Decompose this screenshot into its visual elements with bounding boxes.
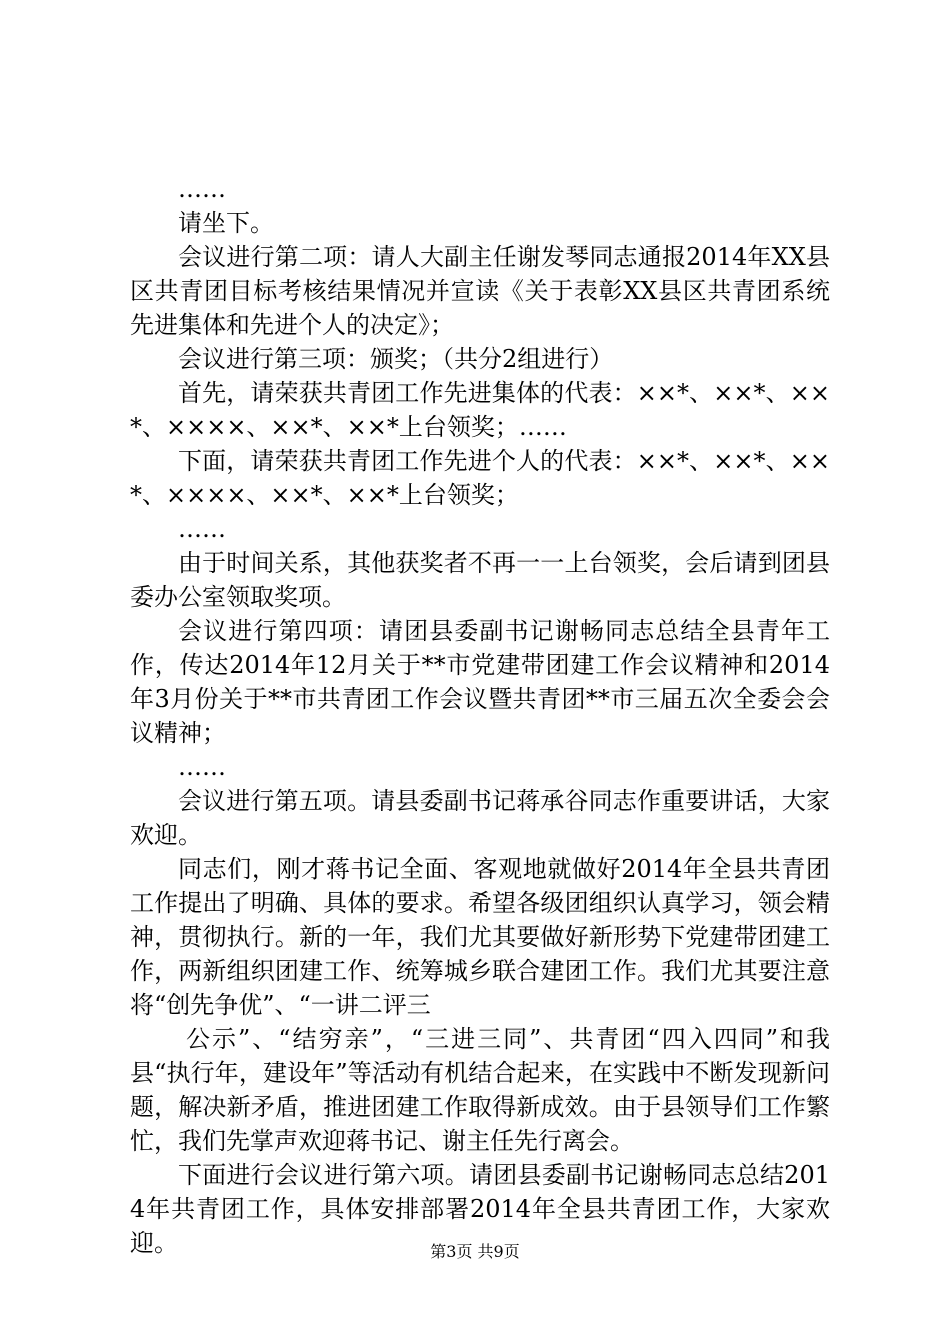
paragraph-item-four: 会议进行第四项：请团县委副书记谢畅同志总结全县青年工作，传达2014年12月关于**市党建带团建工作会议精神和2014年3月份关于**市共青团工作会议暨共青团**市三届五次全委会会议精神； (130, 617, 830, 747)
paragraph-item-six: 下面进行会议进行第六项。请团县委副书记谢畅同志总结2014年共青团工作，具体安排部署2014年全县共青团工作，大家欢迎。 (130, 1161, 830, 1257)
paragraph-ellipsis: …… (178, 753, 226, 781)
paragraph-comrades: 同志们，刚才蒋书记全面、客观地就做好2014年全县共青团工作提出了明确、具体的要求。希望各级团组织认真学习，领会精神，贯彻执行。新的一年，我们尤其要做好新形势下党建带团建工作，两新组织团建工作、统筹城乡联合建团工作。我们尤其要注意将“创先争优”、“一讲二评三 (130, 855, 830, 1019)
page-number-footer: 第3页 共9页 (430, 1242, 520, 1261)
paragraph-item-three: 会议进行第三项：颁奖；（共分2组进行） (178, 345, 614, 373)
paragraph-ellipsis: …… (178, 515, 226, 543)
paragraph-comrades-continued: 公示”、“结穷亲”，“三进三同”、共青团“四入四同”和我县“执行年，建设年”等活动有机结合起来，在实践中不断发现新问题，解决新矛盾，推进团建工作取得新成效。由于县领导们工作繁忙，我们先掌声欢迎蒋书记、谢主任先行离会。 (130, 1025, 830, 1155)
paragraph-individual-award: 下面，请荣获共青团工作先进个人的代表：××*、××*、××*、××××、××*、××*上台领奖； (130, 447, 830, 509)
paragraph-please-sit: 请坐下。 (178, 209, 274, 237)
paragraph-other-winners: 由于时间关系，其他获奖者不再一一上台领奖，会后请到团县委办公室领取奖项。 (130, 549, 830, 611)
paragraph-item-two: 会议进行第二项：请人大副主任谢发琴同志通报2014年XX县区共青团目标考核结果情况并宣读《关于表彰XX县区共青团系统先进集体和先进个人的决定》； (130, 243, 830, 339)
document-body (130, 172, 830, 1260)
paragraph-collective-award: 首先，请荣获共青团工作先进集体的代表：××*、××*、××*、××××、××*、××*上台领奖；…… (130, 379, 830, 441)
paragraph-item-five: 会议进行第五项。请县委副书记蒋承谷同志作重要讲话，大家欢迎。 (130, 787, 830, 849)
paragraph-ellipsis: …… (178, 175, 226, 203)
